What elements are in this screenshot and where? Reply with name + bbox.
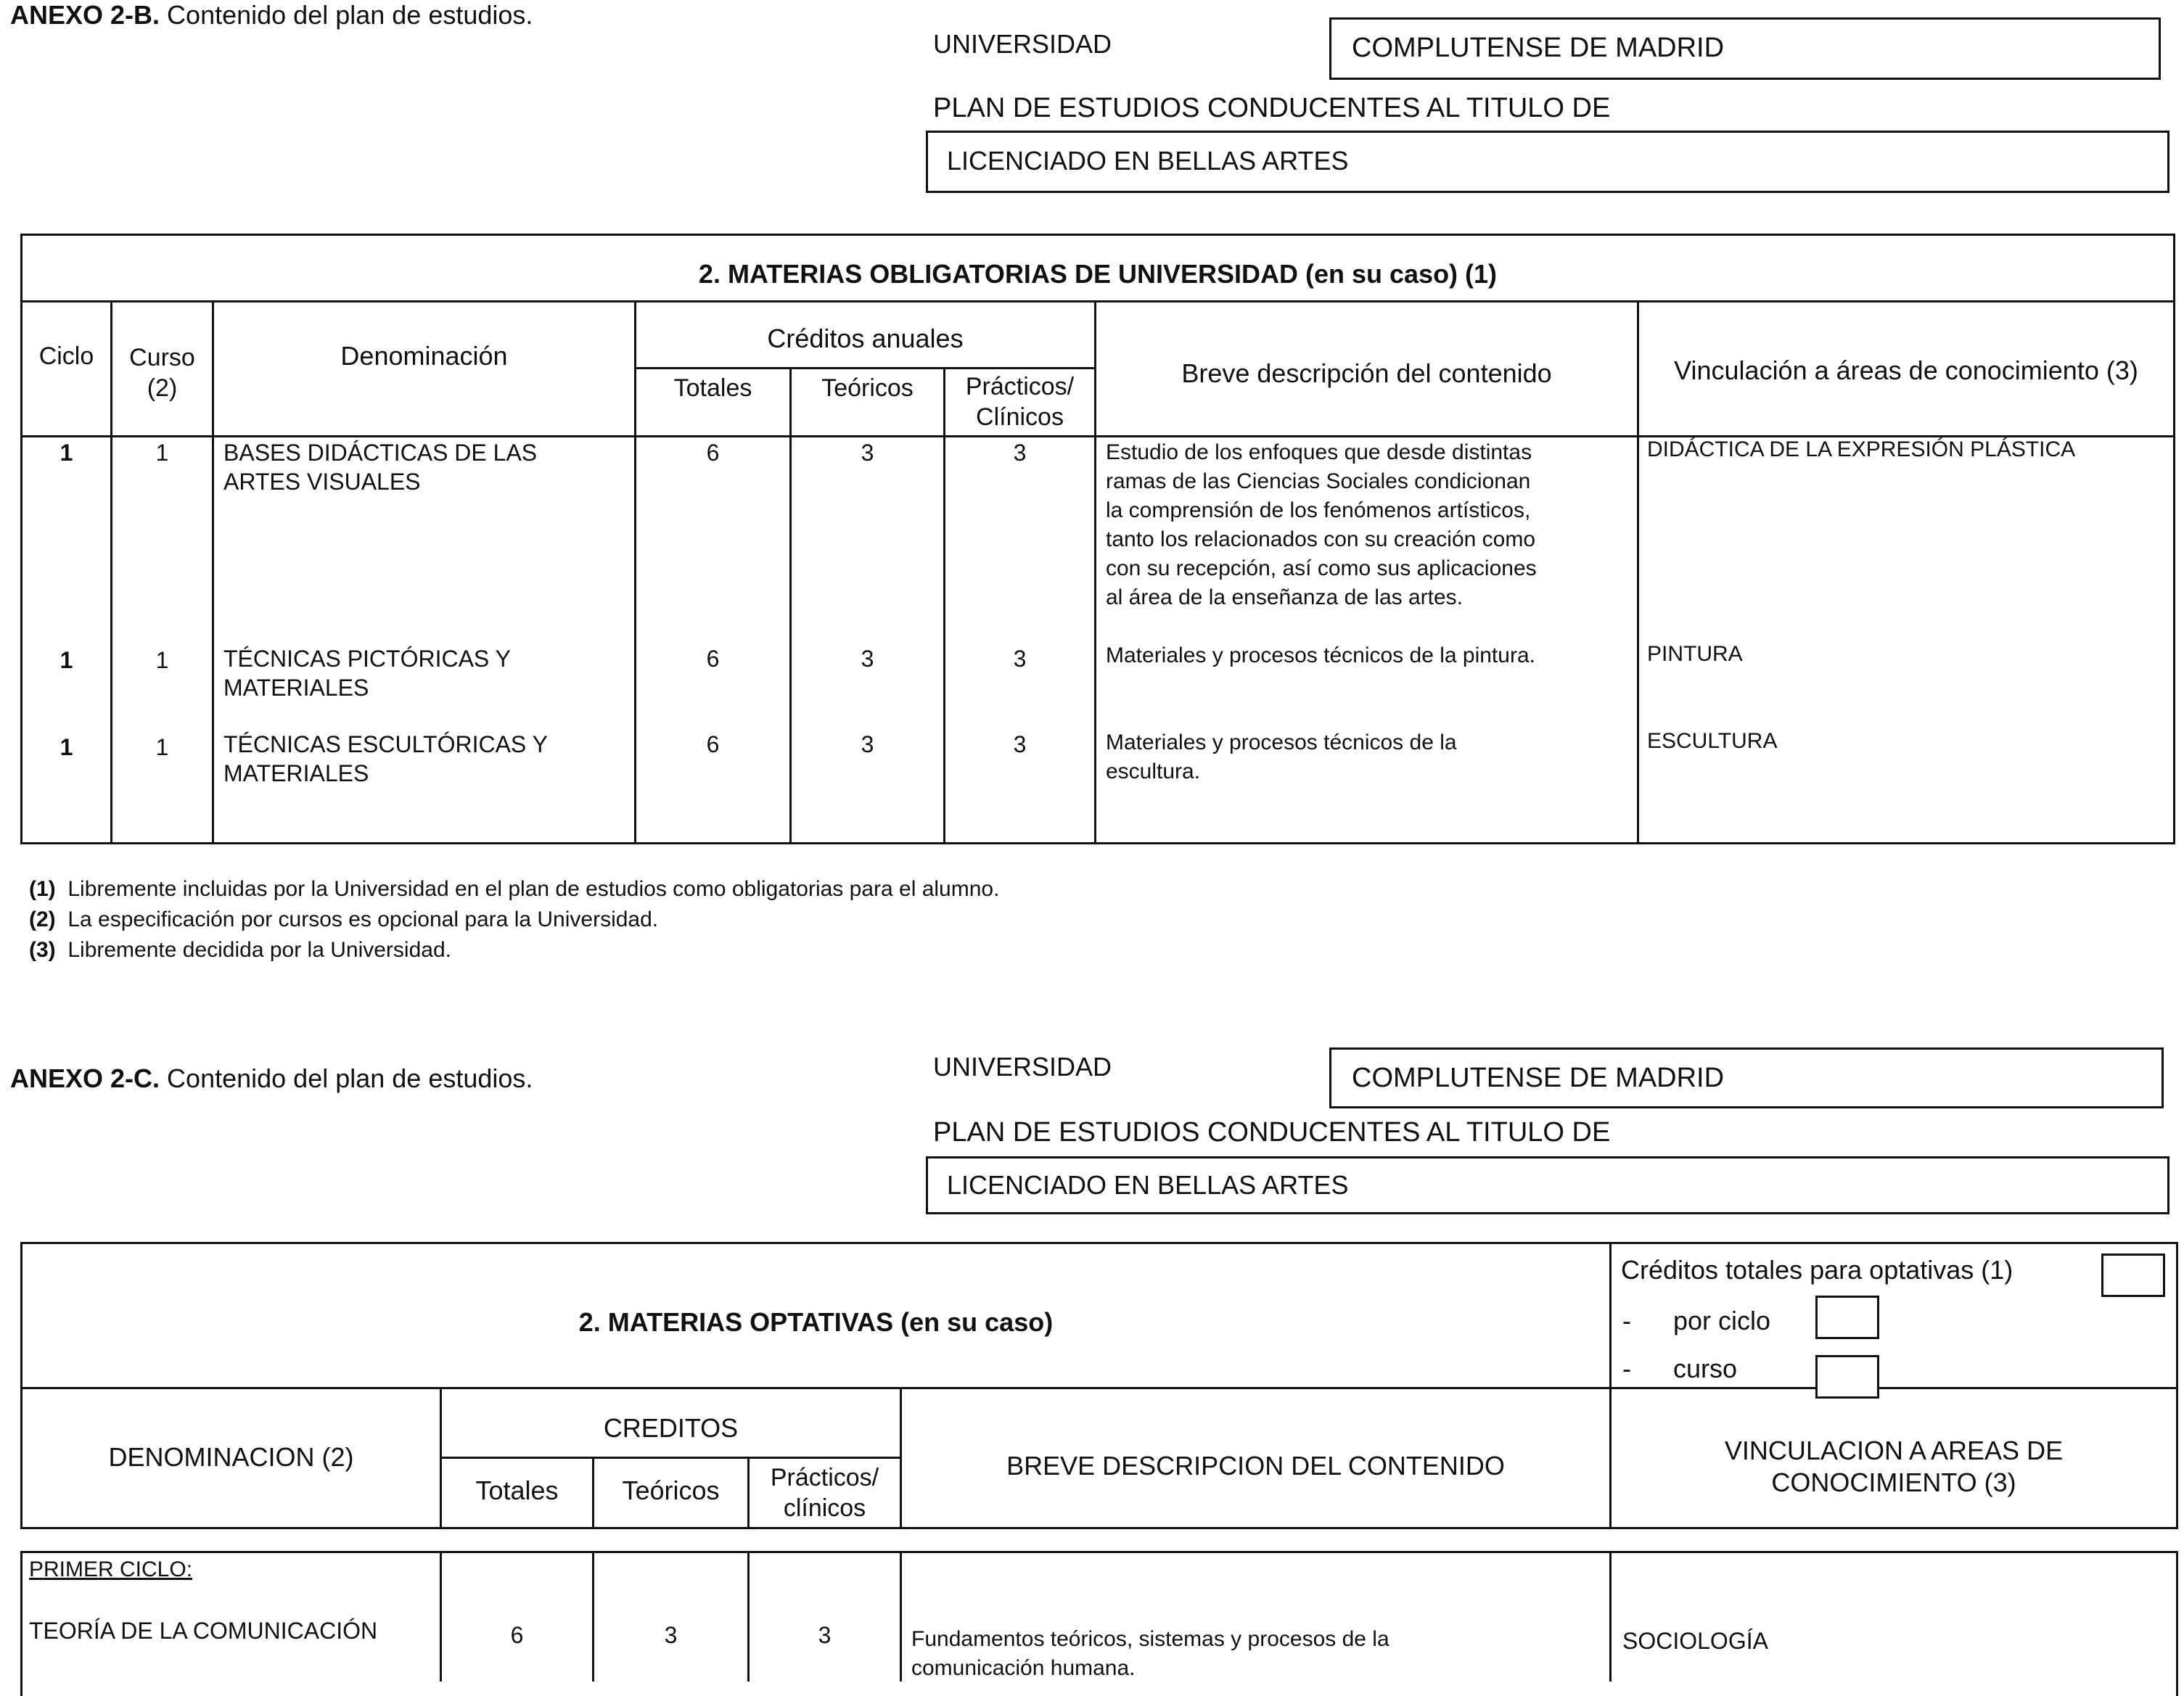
creditos-totales-label: Créditos totales para optativas (1) xyxy=(1621,1255,2013,1285)
universidad-value: COMPLUTENSE DE MADRID xyxy=(1352,33,1725,63)
annex-c-title-label: ANEXO 2-C. xyxy=(10,1063,160,1093)
annex-b-title-label: ANEXO 2-B. xyxy=(10,0,160,30)
obligatorias-section-title: 2. MATERIAS OBLIGATORIAS DE UNIVERSIDAD (en su caso) (1) xyxy=(698,259,1498,289)
por-ciclo-box[interactable] xyxy=(1815,1296,1879,1339)
titulo-field xyxy=(926,131,2169,193)
table-row-ciclo: 1 xyxy=(59,647,73,673)
table-row-curso: 1 xyxy=(155,440,169,466)
table-row-practicos: 3 xyxy=(1013,440,1027,466)
table-row-curso: 1 xyxy=(155,647,169,673)
titulo-field xyxy=(926,1156,2169,1214)
footnote xyxy=(29,936,451,965)
optativas-section-title: 2. MATERIAS OPTATIVAS (en su caso) xyxy=(578,1307,1054,1337)
header-vinculacion: Vinculación a áreas de conocimiento (3) xyxy=(1674,355,2138,385)
footnote-text: Libremente decidida por la Universidad. xyxy=(67,938,451,962)
header-creditos-anuales: Créditos anuales xyxy=(767,324,964,353)
table-row-teoricos: 3 xyxy=(861,731,874,757)
table-row-denominacion: TÉCNICAS ESCULTÓRICAS Y MATERIALES xyxy=(223,731,548,786)
header-creditos: CREDITOS xyxy=(603,1413,739,1443)
annex-c-title-text: Contenido del plan de estudios. xyxy=(160,1063,533,1093)
dash: - xyxy=(1622,1354,1631,1383)
table-row-vinculacion: ESCULTURA xyxy=(1647,729,1778,753)
titulo-value: LICENCIADO EN BELLAS ARTES xyxy=(947,1170,1349,1200)
annex-b-title xyxy=(10,0,533,30)
header-descripcion: BREVE DESCRIPCION DEL CONTENIDO xyxy=(1006,1451,1505,1481)
table-row-denominacion: TEORÍA DE LA COMUNICACIÓN xyxy=(29,1618,378,1644)
header-practicos: Prácticos/ clínicos xyxy=(770,1464,879,1522)
header-totales: Totales xyxy=(475,1475,559,1505)
table-row-vinculacion: SOCIOLOGÍA xyxy=(1622,1628,1768,1654)
universidad-field xyxy=(1329,17,2161,80)
footnote-text: Libremente incluidas por la Universidad en el plan de estudios como obligatorias para el alumno. xyxy=(67,877,1000,901)
primer-ciclo-heading: PRIMER CICLO: xyxy=(29,1557,193,1581)
table-row-denominacion: BASES DIDÁCTICAS DE LAS ARTES VISUALES xyxy=(223,440,538,495)
table-row-totales: 6 xyxy=(706,646,720,672)
table-row-totales: 6 xyxy=(706,440,720,466)
annex-b-title-text: Contenido del plan de estudios. xyxy=(160,0,533,30)
header-ciclo: Ciclo xyxy=(38,342,94,370)
header-denominacion: DENOMINACION (2) xyxy=(108,1442,354,1472)
table-row-practicos: 3 xyxy=(818,1622,832,1648)
universidad-label: UNIVERSIDAD xyxy=(933,29,1112,59)
footnote xyxy=(29,905,658,934)
titulo-value: LICENCIADO EN BELLAS ARTES xyxy=(947,146,1349,176)
universidad-value: COMPLUTENSE DE MADRID xyxy=(1352,1063,1725,1093)
table-row-vinculacion: DIDÁCTICA DE LA EXPRESIÓN PLÁSTICA xyxy=(1647,437,2076,461)
table-row-practicos: 3 xyxy=(1013,731,1027,757)
footnote xyxy=(29,875,999,904)
curso-label: curso xyxy=(1673,1354,1738,1383)
table-row-totales: 6 xyxy=(706,731,720,757)
annex-c-title xyxy=(10,1063,533,1094)
table-row-practicos: 3 xyxy=(1013,646,1027,672)
header-practicos: Prácticos/ Clínicos xyxy=(965,373,1075,431)
header-denominacion: Denominación xyxy=(340,341,508,371)
header-teoricos: Teóricos xyxy=(622,1475,720,1505)
header-descripcion: Breve descripción del contenido xyxy=(1181,358,1552,388)
footnote-text: La especificación por cursos es opcional para la Universidad. xyxy=(67,907,659,931)
table-row-descripcion: Materiales y procesos técnicos de la pintura. xyxy=(1106,643,1535,667)
table-row-ciclo: 1 xyxy=(59,440,73,466)
table-row-teoricos: 3 xyxy=(861,440,874,466)
footnote-number: (1) xyxy=(29,877,56,901)
header-vinculacion: VINCULACION A AREAS DE CONOCIMIENTO (3) xyxy=(1724,1436,2064,1497)
header-curso: Curso (2) xyxy=(129,344,195,402)
table-row-teoricos: 3 xyxy=(664,1622,678,1648)
footnote-number: (3) xyxy=(29,938,56,962)
plan-label: PLAN DE ESTUDIOS CONDUCENTES AL TITULO DE xyxy=(933,93,1611,123)
por-ciclo-label: por ciclo xyxy=(1673,1306,1771,1335)
header-totales: Totales xyxy=(673,374,752,402)
universidad-label: UNIVERSIDAD xyxy=(933,1052,1112,1082)
plan-label: PLAN DE ESTUDIOS CONDUCENTES AL TITULO DE xyxy=(933,1117,1611,1148)
dash: - xyxy=(1622,1306,1631,1335)
table-row-descripcion: Estudio de los enfoques que desde distintas ramas de las Ciencias Sociales condicionan la comprensión de los fenómenos artísticos, tanto los relacionados con su creación como con su recepción, así como sus aplicaciones al área de la enseñanza de las artes. xyxy=(1106,440,1537,609)
table-row-teoricos: 3 xyxy=(861,646,874,672)
table-row-ciclo: 1 xyxy=(59,734,73,760)
table-row-curso: 1 xyxy=(155,734,169,760)
table-row-denominacion: TÉCNICAS PICTÓRICAS Y MATERIALES xyxy=(223,646,511,701)
table-row-descripcion: Materiales y procesos técnicos de la escultura. xyxy=(1106,730,1457,783)
creditos-totales-box[interactable] xyxy=(2101,1254,2165,1297)
table-row-vinculacion: PINTURA xyxy=(1647,642,1743,666)
table-row-descripcion: Fundamentos teóricos, sistemas y procesos de la comunicación humana. xyxy=(911,1627,1389,1680)
universidad-field xyxy=(1329,1047,2164,1108)
curso-box[interactable] xyxy=(1815,1355,1879,1399)
footnote-number: (2) xyxy=(29,907,56,931)
table-row-totales: 6 xyxy=(510,1622,524,1648)
header-teoricos: Teóricos xyxy=(821,374,914,402)
